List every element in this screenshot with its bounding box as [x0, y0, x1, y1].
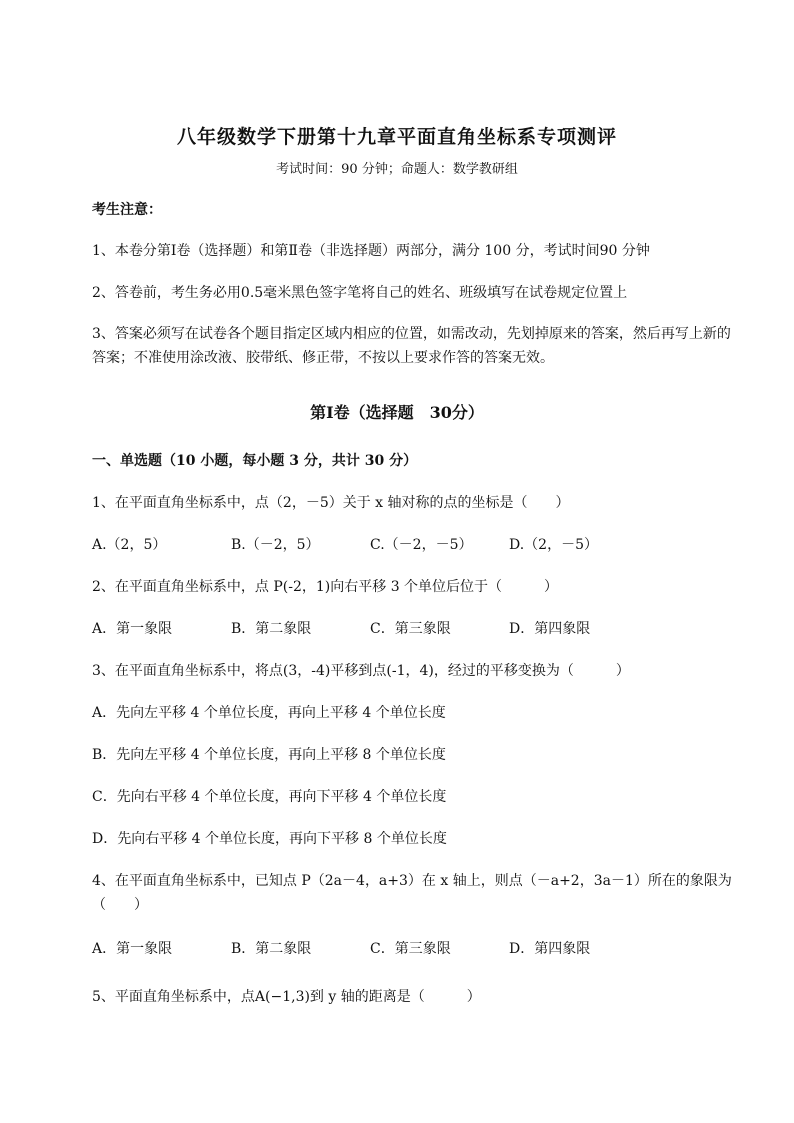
exam-subtitle: 考试时间：90 分钟；命题人：数学教研组 — [276, 162, 518, 177]
option-c: C．先向右平移 4 个单位长度，再向下平移 4 个单位长度 — [92, 789, 447, 805]
option-d: D．第四象限 — [509, 621, 591, 637]
question-stem: 5、平面直角坐标系中，点A(−1,3)到 y 轴的距离是（ ） — [92, 989, 481, 1005]
part-heading: 一、单选题（10 小题，每小题 3 分，共计 30 分） — [92, 453, 418, 469]
note-item: 1、本卷分第Ⅰ卷（选择题）和第Ⅱ卷（非选择题）两部分，满分 100 分，考试时间90 分钟 — [92, 243, 650, 259]
option-d: D．第四象限 — [509, 941, 591, 957]
option-d: D．先向右平移 4 个单位长度，再向下平移 8 个单位长度 — [92, 831, 447, 847]
question-stem: 4、在平面直角坐标系中，已知点 P（2a－4，a+3）在 x 轴上，则点（－a+2，3a－1）所在的象限为（ ） — [92, 873, 732, 913]
option-c: C．第三象限 — [370, 941, 451, 957]
option-c: C．第三象限 — [370, 621, 451, 637]
option-a: A．第一象限 — [92, 941, 173, 957]
question-stem: 1、在平面直角坐标系中，点（2，－5）关于 x 轴对称的点的坐标是（ ） — [92, 495, 570, 511]
exam-title: 八年级数学下册第十九章平面直角坐标系专项测评 — [176, 126, 617, 148]
section-title: 第Ⅰ卷（选择题 30分） — [310, 403, 484, 422]
option-a: A.（2，5） — [92, 537, 167, 553]
option-b: B．第二象限 — [231, 621, 312, 637]
note-item: 2、答卷前，考生务必用0.5毫米黑色签字笔将自己的姓名、班级填写在试卷规定位置上 — [92, 285, 628, 301]
option-a: A．先向左平移 4 个单位长度，再向上平移 4 个单位长度 — [92, 705, 446, 721]
option-b: B．第二象限 — [231, 941, 312, 957]
question-stem: 3、在平面直角坐标系中，将点(3，-4)平移到点(-1，4)，经过的平移变换为（ ） — [92, 663, 630, 679]
note-item: 3、答案必须写在试卷各个题目指定区域内相应的位置，如需改动，先划掉原来的答案，然后再写上新的答案；不准使用涂改液、胶带纸、修正带，不按以上要求作答的答案无效。 — [92, 326, 731, 366]
option-a: A．第一象限 — [92, 621, 173, 637]
option-c: C.（－2，－5） — [370, 537, 473, 553]
option-d: D.（2，－5） — [509, 537, 598, 553]
notes-heading: 考生注意： — [92, 202, 162, 218]
question-stem: 2、在平面直角坐标系中，点 P(-2，1)向右平移 3 个单位后位于（ ） — [92, 579, 559, 595]
option-b: B.（－2，5） — [231, 537, 320, 553]
option-b: B．先向左平移 4 个单位长度，再向上平移 8 个单位长度 — [92, 747, 446, 763]
